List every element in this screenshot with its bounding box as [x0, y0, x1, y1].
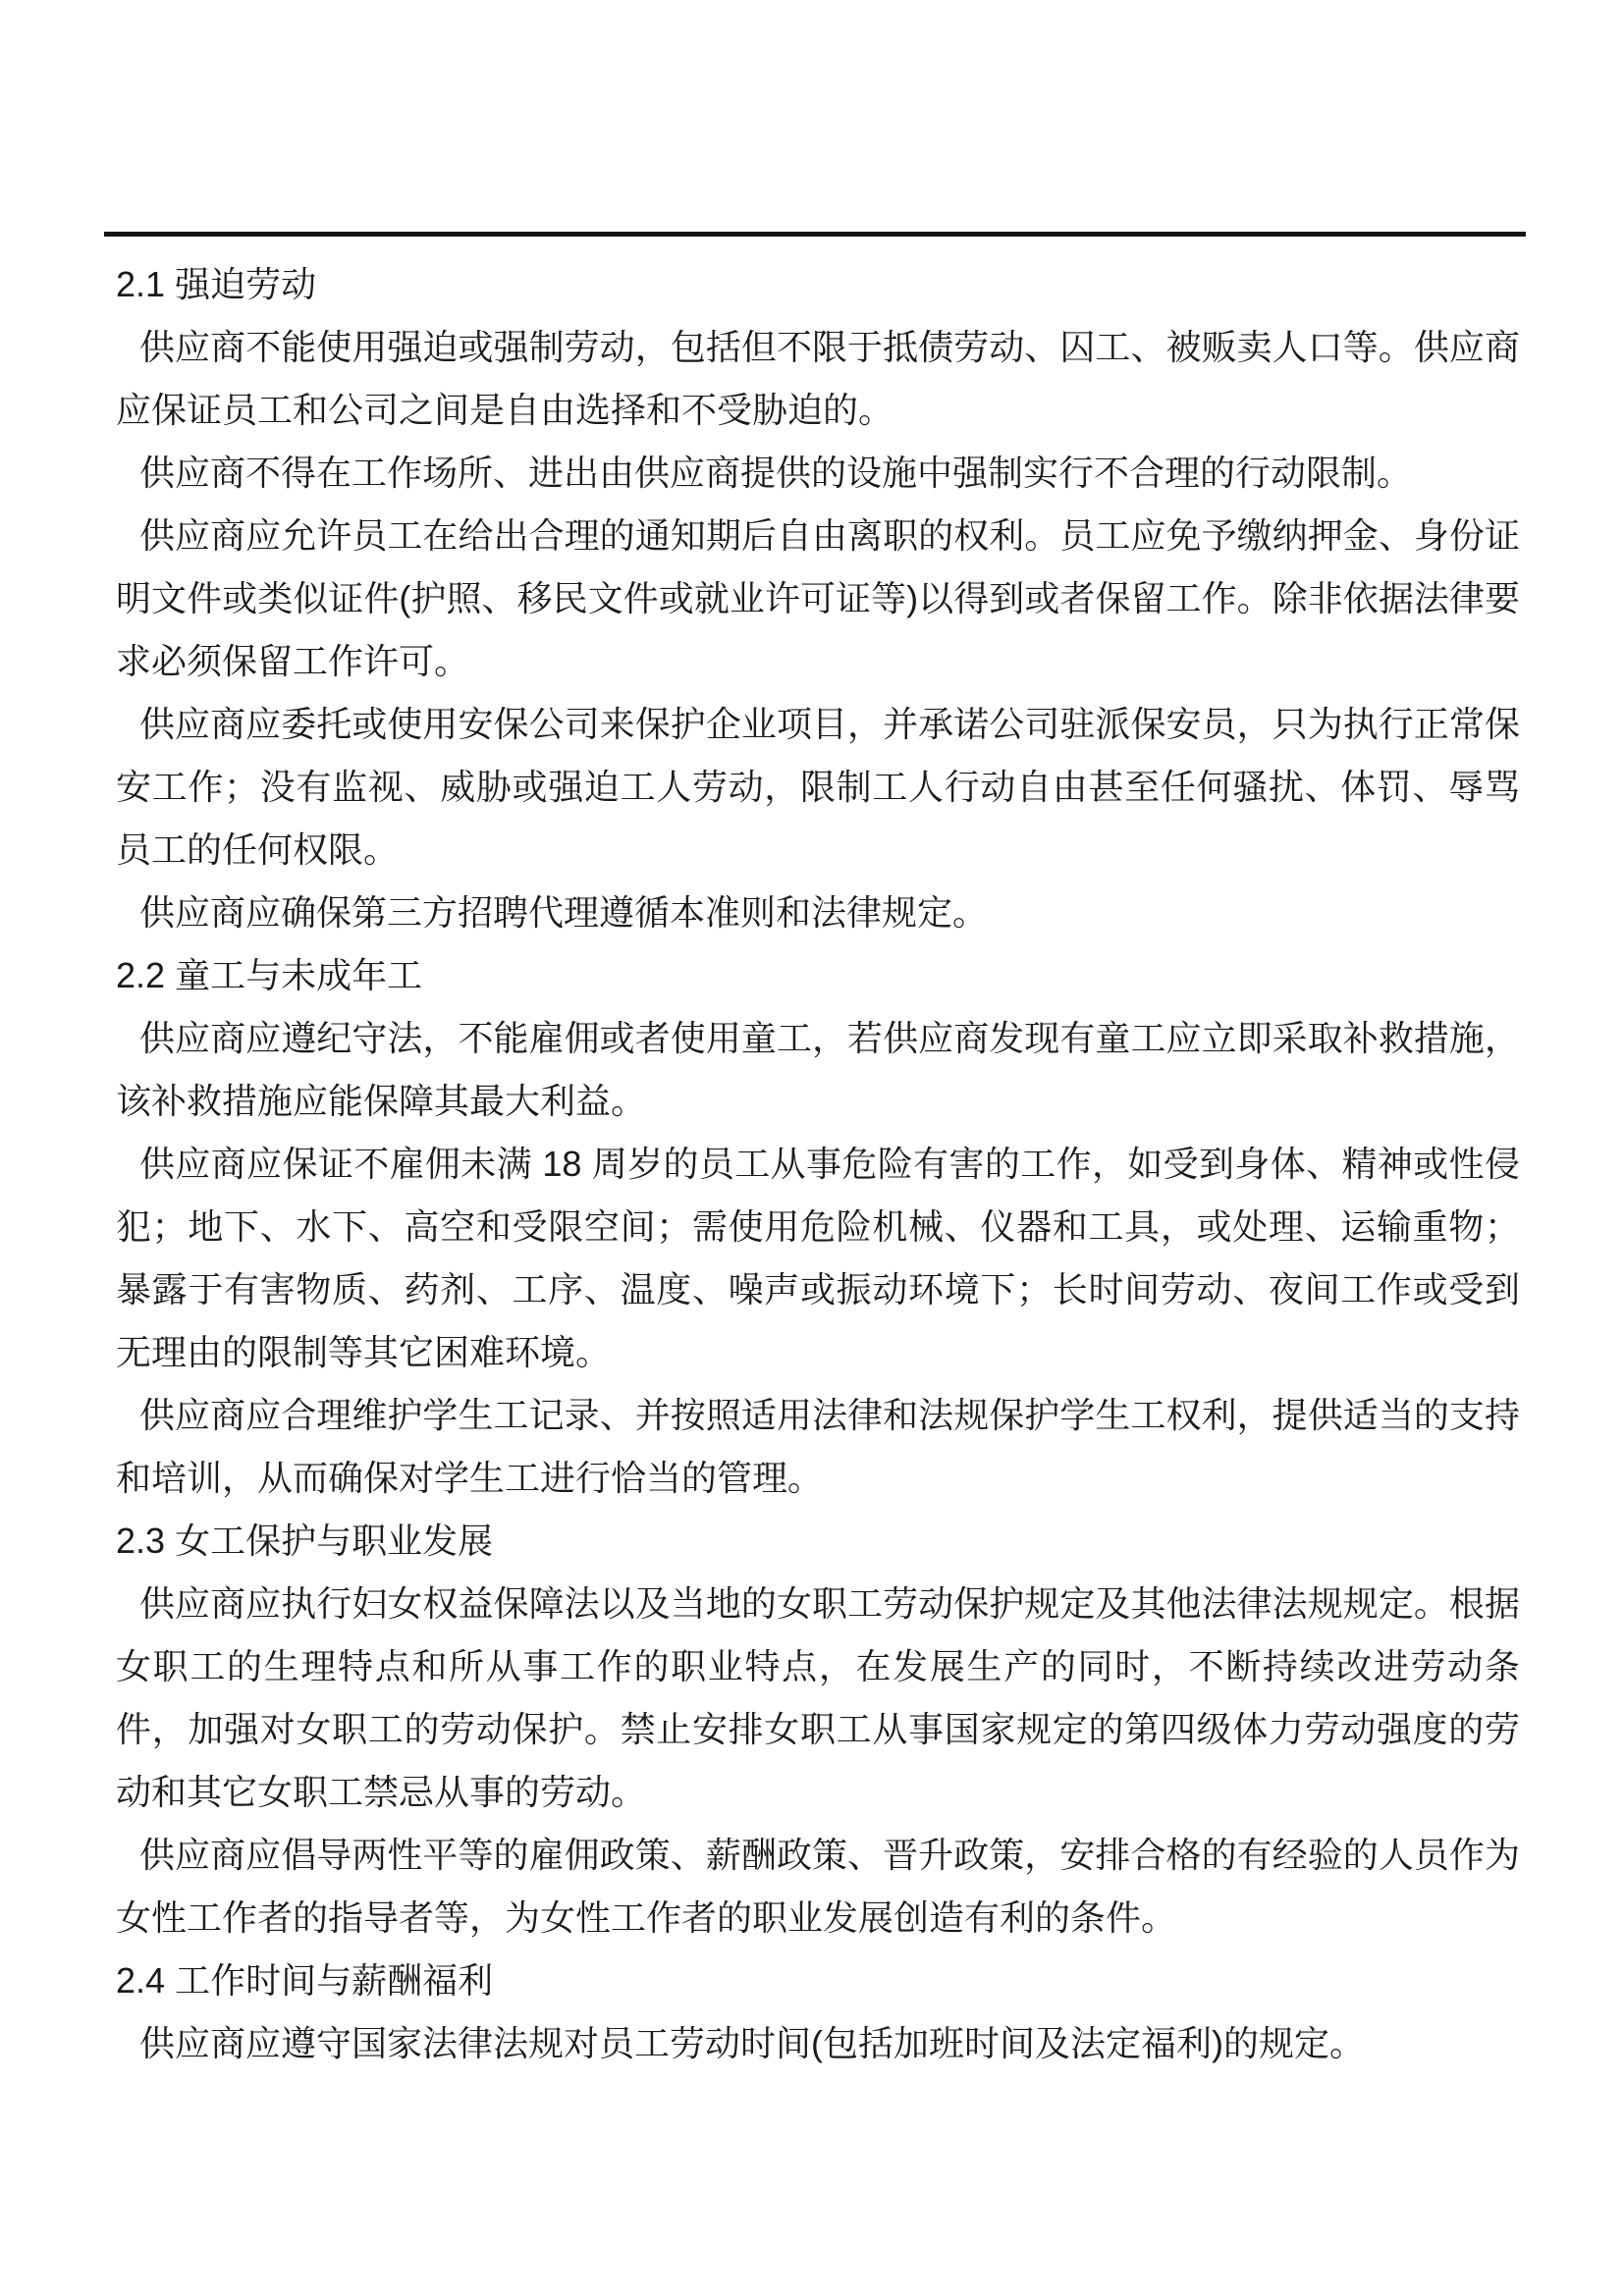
paragraph: 供应商应允许员工在给出合理的通知期后自由离职的权利。员工应免予缴纳押金、身份证明文件或类似证件(护照、移民文件或就业许可证等)以得到或者保留工作。除非依据法律要求必须保留工作许可。: [116, 515, 1520, 681]
paragraph: 供应商应执行妇女权益保障法以及当地的女职工劳动保护规定及其他法律法规规定。根据女职工的生理特点和所从事工作的职业特点，在发展生产的同时，不断持续改进劳动条件，加强对女职工的劳动保护。禁止安排女职工从事国家规定的第四级体力劳动强度的劳动和其它女职工禁忌从事的劳动。: [116, 1583, 1520, 1812]
paragraph: 供应商应合理维护学生工记录、并按照适用法律和法规保护学生工权利，提供适当的支持和培训，从而确保对学生工进行恰当的管理。: [116, 1395, 1520, 1498]
paragraph: 供应商不得在工作场所、进出由供应商提供的设施中强制实行不合理的行动限制。: [139, 453, 1413, 493]
paragraph: 供应商应确保第三方招聘代理遵循本准则和法律规定。: [139, 892, 989, 933]
section-title: 童工与未成年工: [175, 955, 423, 995]
paragraph: 供应商应遵纪守法，不能雇佣或者使用童工，若供应商发现有童工应立即采取补救措施，该补救措施应能保障其最大利益。: [116, 1018, 1520, 1121]
section-heading-2-1: [116, 253, 1520, 316]
section-number: 2.2: [116, 955, 166, 995]
paragraph: 供应商不能使用强迫或强制劳动，包括但不限于抵债劳动、囚工、被贩卖人口等。供应商应保证员工和公司之间是自由选择和不受胁迫的。: [116, 327, 1520, 430]
section-number: 2.4: [116, 1960, 166, 2001]
section-heading-2-3: [116, 1510, 1520, 1573]
section-heading-2-2: [116, 944, 1520, 1007]
section-heading-2-4: [116, 1949, 1520, 2012]
section-number: 2.1: [116, 264, 166, 304]
section-title: 工作时间与薪酬福利: [175, 1960, 494, 2001]
paragraph: 供应商应保证不雇佣未满 18 周岁的员工从事危险有害的工作，如受到身体、精神或性侵犯；地下、水下、高空和受限空间；需使用危险机械、仪器和工具，或处理、运输重物；暴露于有害物质、药剂、工序、温度、噪声或振动环境下；长时间劳动、夜间工作或受到无理由的限制等其它困难环境。: [116, 1144, 1520, 1372]
document-content: [116, 237, 1520, 2075]
section-title: 强迫劳动: [175, 264, 317, 304]
paragraph: 供应商应遵守国家法律法规对员工劳动时间(包括加班时间及法定福利)的规定。: [139, 2023, 1365, 2063]
paragraph: 供应商应倡导两性平等的雇佣政策、薪酬政策、晋升政策，安排合格的有经验的人员作为女性工作者的指导者等，为女性工作者的职业发展创造有利的条件。: [116, 1835, 1520, 1938]
section-number: 2.3: [116, 1521, 166, 1561]
section-title: 女工保护与职业发展: [175, 1521, 494, 1561]
paragraph: 供应商应委托或使用安保公司来保护企业项目，并承诺公司驻派保安员，只为执行正常保安工作；没有监视、威胁或强迫工人劳动，限制工人行动自由甚至任何骚扰、体罚、辱骂员工的任何权限。: [116, 704, 1520, 870]
